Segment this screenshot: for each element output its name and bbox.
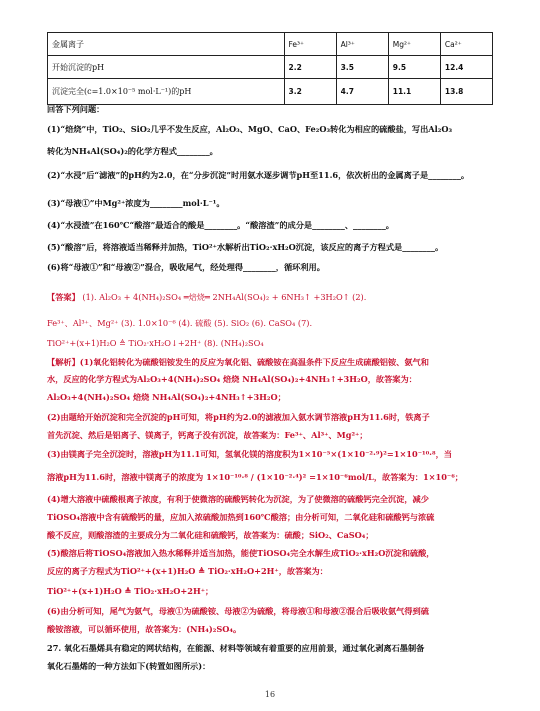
analysis-line: 酸不反应，则酸溶渣的主要成分为二氧化硅和硫酸钙，故答案为：硫酸；SiO₂、CaSO₄； (47, 530, 374, 540)
table-header-ion: Mg²⁺ (388, 33, 440, 56)
analysis-line: TiOSO₄溶液中含有硫酸钙的量，应加入浓硫酸加热到160℃酸溶；由分析可知，二氧化硅和硫酸钙与浓硫 (47, 512, 435, 522)
table-cell: 3.2 (284, 79, 336, 105)
question-line: (4)“水浸渣”在160℃“酸溶”最适合的酸是________。“酸溶渣”的成分是________、________。 (47, 220, 394, 230)
question-27-line: 27. 氧化石墨烯具有稳定的网状结构，在能源、材料等领域有着重要的应用前景，通过氧化剥离石墨制备 (47, 643, 425, 653)
table-header-label: 金属离子 (48, 33, 285, 56)
table-header-ion: Al³⁺ (336, 33, 388, 56)
table-header-ion: Fe³⁺ (284, 33, 336, 56)
table-cell: 3.5 (336, 56, 388, 79)
question-line: (6)将“母液①”和“母液②”混合，吸收尾气，经处理得________，循环利用。 (47, 262, 325, 272)
analysis-line: (2)由题给开始沉淀和完全沉淀的pH可知，将pH约为2.0的滤液加入氨水调节溶液pH为11.6时，铁离子 (47, 412, 430, 422)
question-line: (1)“焙烧”中，TiO₂、SiO₂几乎不发生反应，Al₂O₃、MgO、CaO、Fe₂O₃转化为相应的硫酸盐，写出Al₂O₃ (47, 124, 453, 134)
table-cell: 2.2 (284, 56, 336, 79)
table-row (48, 56, 493, 79)
analysis-line: (3)由镁离子完全沉淀时，溶液pH为11.1可知，氢氧化镁的溶度积为1×10⁻⁵×(1×10⁻²·⁹)²=1×10⁻¹⁰·⁸，当 (47, 449, 452, 459)
question-line: (3)“母液①”中Mg²⁺浓度为________mol·L⁻¹。 (47, 198, 225, 208)
analysis-line: 酸铵溶液，可以循环使用，故答案为：(NH₄)₂SO₄。 (47, 624, 242, 634)
analysis-text: (1)氧化铝转化为硫酸铝铵发生的反应为氧化铝、硫酸铵在高温条件下反应生成硫酸铝铵、氨气和 (79, 357, 429, 367)
question-27-line: 氧化石墨烯的一种方法如下(转置如图所示)： (47, 661, 211, 671)
analysis-tag: 【解析】 (47, 357, 80, 367)
questions-intro: 回答下列问题： (47, 104, 105, 114)
table-row-label: 开始沉淀的pH (48, 56, 285, 79)
answer-text: (1). Al₂O₃ + 4(NH₄)₂SO₄ ═焙烧═ 2NH₄Al(SO₄)₂ + 6NH₃↑ +3H₂O↑ (2). (82, 292, 367, 302)
analysis-line: (4)增大溶液中硫酸根离子浓度，有利于使微溶的硫酸钙转化为沉淀，为了使微溶的硫酸钙完全沉淀，减少 (47, 494, 429, 504)
answer-line (47, 292, 500, 303)
answer-tag: 【答案】 (47, 292, 80, 302)
analysis-line: (6)由分析可知，尾气为氨气，母液①为硫酸铵、母液②为硫酸，将母液①和母液②混合后吸收氨气得到硫 (47, 606, 429, 616)
table-header-ion: Ca²⁺ (440, 33, 492, 56)
table-cell: 9.5 (388, 56, 440, 79)
table-row-label: 沉淀完全(c=1.0×10⁻⁵ mol·L⁻¹)的pH (48, 79, 285, 105)
table-header-row (48, 33, 493, 56)
analysis-line: TiO²⁺+(x+1)H₂O ≜ TiO₂·xH₂O+2H⁺； (47, 586, 214, 596)
analysis-line: 首先沉淀、然后是铝离子、镁离子，钙离子没有沉淀，故答案为：Fe³⁺、Al³⁺、Mg²⁺； (47, 430, 368, 440)
analysis-line: (5)酸溶后将TiOSO₄溶液加入热水稀释并适当加热，能使TiOSO₄完全水解生成TiO₂·xH₂O沉淀和硫酸， (47, 548, 435, 558)
answer-line: TiO²⁺+(x+1)H₂O ≜ TiO₂·xH₂O↓+2H⁺ (8). (NH₄)₂SO₄ (47, 338, 264, 348)
table-cell: 12.4 (440, 56, 492, 79)
analysis-line: 溶液pH为11.6时，溶液中镁离子的浓度为 1×10⁻¹⁰·⁸ / (1×10⁻²·⁴)² =1×10⁻⁶mol/L，故答案为：1×10⁻⁶； (47, 472, 463, 482)
analysis-line: 水，反应的化学方程式为Al₂O₃+4(NH₄)₂SO₄ 焙烧 NH₄Al(SO₄)₂+4NH₃↑+3H₂O，故答案为： (47, 374, 417, 384)
answer-line: Fe³⁺、Al³⁺、Mg²⁺ (3). 1.0×10⁻⁶ (4). 硫酸 (5). SiO₂ (6). CaSO₄ (7). (47, 318, 313, 328)
analysis-line: Al₂O₃+4(NH₄)₂SO₄ 焙烧 NH₄Al(SO₄)₂+4NH₃↑+3H₂O； (47, 392, 286, 402)
metal-ion-ph-table (47, 32, 493, 105)
question-line: 转化为NH₄Al(SO₄)₂的化学方程式________。 (47, 146, 218, 156)
table-row (48, 79, 493, 105)
question-line: (2)“水浸”后“滤液”的pH约为2.0，在“分步沉淀”时用氨水逐步调节pH至11.6，依次析出的金属离子是________。 (47, 170, 470, 180)
table-cell: 4.7 (336, 79, 388, 105)
page-number: 16 (264, 690, 276, 699)
analysis-line: 反应的离子方程式为TiO²⁺+(x+1)H₂O ≜ TiO₂·xH₂O+2H⁺，故答案为： (47, 566, 328, 576)
question-line: (5)“酸溶”后，将溶液适当稀释并加热，TiO²⁺水解析出TiO₂·xH₂O沉淀，该反应的离子方程式是________。 (47, 242, 444, 252)
table-cell: 11.1 (388, 79, 440, 105)
analysis-line (47, 357, 500, 368)
table-cell: 13.8 (440, 79, 492, 105)
